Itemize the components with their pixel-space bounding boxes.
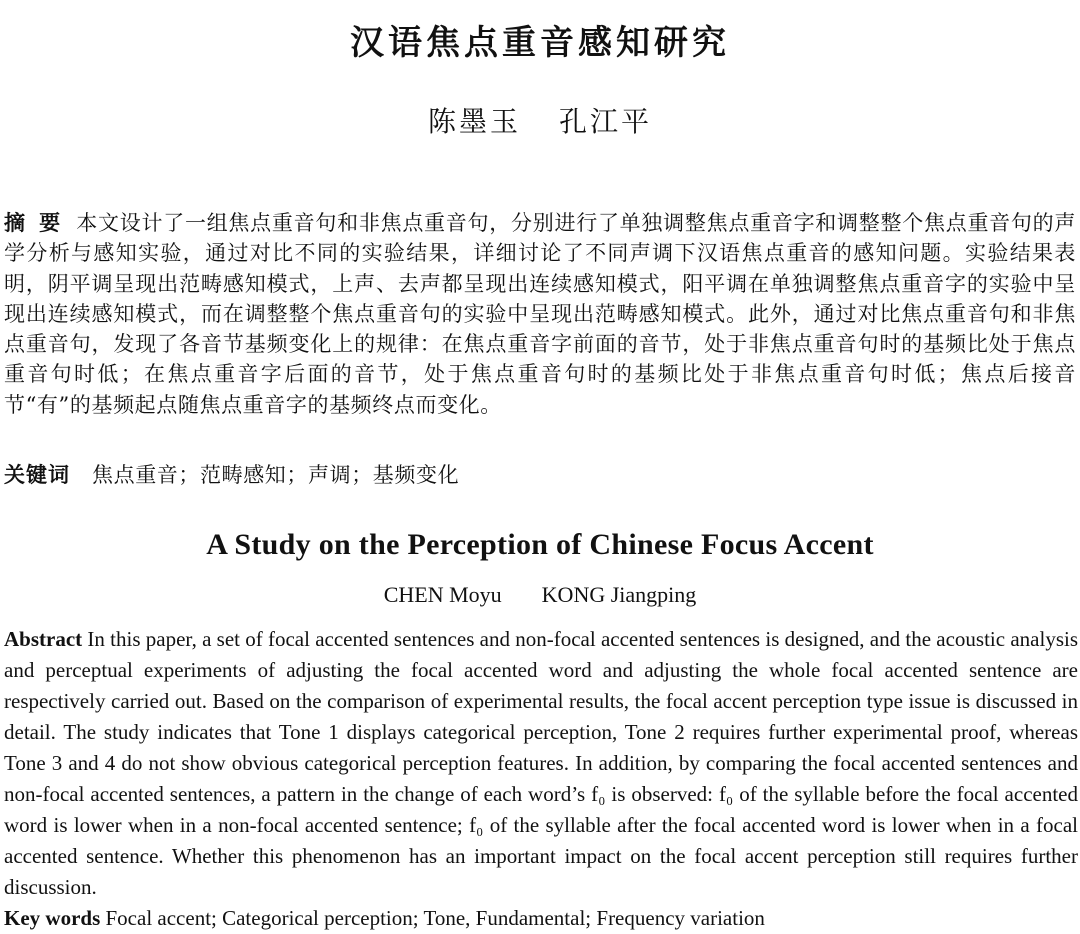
chinese-title: 汉语焦点重音感知研究 (350, 23, 730, 63)
english-title: A Study on the Perception of Chinese Focus Accent (206, 528, 874, 561)
chinese-abstract-label: 摘要 (4, 211, 75, 235)
chinese-keywords-text: 焦点重音；范畴感知；声调；基频变化 (92, 463, 460, 487)
english-keywords-text: Focal accent; Categorical perception; Tone, Fundamental; Frequency variation (105, 906, 765, 930)
english-keywords-label: Key words (4, 906, 101, 930)
chinese-author-2: 孔江平 (559, 105, 653, 138)
chinese-keywords (4, 458, 1076, 492)
english-author-2: KONG Jiangping (541, 582, 697, 607)
english-abstract-label: Abstract (4, 627, 83, 651)
english-abstract-text: In this paper, a set of focal accented sentences and non-focal accented sentences is designed, and the acoustic analysis and perceptual experiments of adjusting the focal accented word and adjusting the whole focal accented sentence are respectively carried out. Based on the comparison of experimental results, the focal accent perception type issue is discussed in detail. The study indicates that Tone 1 displays categorical perception, Tone 2 requires further experimental proof, whereas Tone 3 and 4 do not show obvious categorical perception features. In addition, by comparing the focal accented sentences and non-focal accented sentences, a pattern in the change of each word’s f₀ is observed: f₀ of the syllable before the focal accented word is lower when in a non-focal accented sentence; f₀ of the syllable after the focal accented word is lower when in a focal accented sentence. Whether this phenomenon has an important impact on the focal accent perception still requires further discussion. (4, 627, 1078, 899)
english-authors (0, 578, 1080, 612)
chinese-abstract-text: 本文设计了一组焦点重音句和非焦点重音句，分别进行了单独调整焦点重音字和调整整个焦点重音句的声学分析与感知实验，通过对比不同的实验结果，详细讨论了不同声调下汉语焦点重音的感知问题。实验结果表明，阴平调呈现出范畴感知模式，上声、去声都呈现出连续感知模式，阳平调在单独调整焦点重音字的实验中呈现出连续感知模式，而在调整整个焦点重音句的实验中呈现出范畴感知模式。此外，通过对比焦点重音句和非焦点重音句，发现了各音节基频变化上的规律：在焦点重音字前面的音节，处于非焦点重音句时的基频比处于焦点重音句时低；在焦点重音字后面的音节，处于焦点重音句时的基频比处于非焦点重音句时低；焦点后接音节“有”的基频起点随焦点重音字的基频终点而变化。 (4, 211, 1076, 417)
english-author-1: CHEN Moyu (383, 582, 502, 607)
chinese-author-1: 陈墨玉 (427, 105, 521, 138)
chinese-authors (0, 100, 1080, 144)
chinese-abstract (4, 208, 1076, 420)
english-keywords (4, 903, 1078, 934)
chinese-keywords-label: 关键词 (4, 463, 70, 487)
english-abstract (4, 624, 1078, 903)
